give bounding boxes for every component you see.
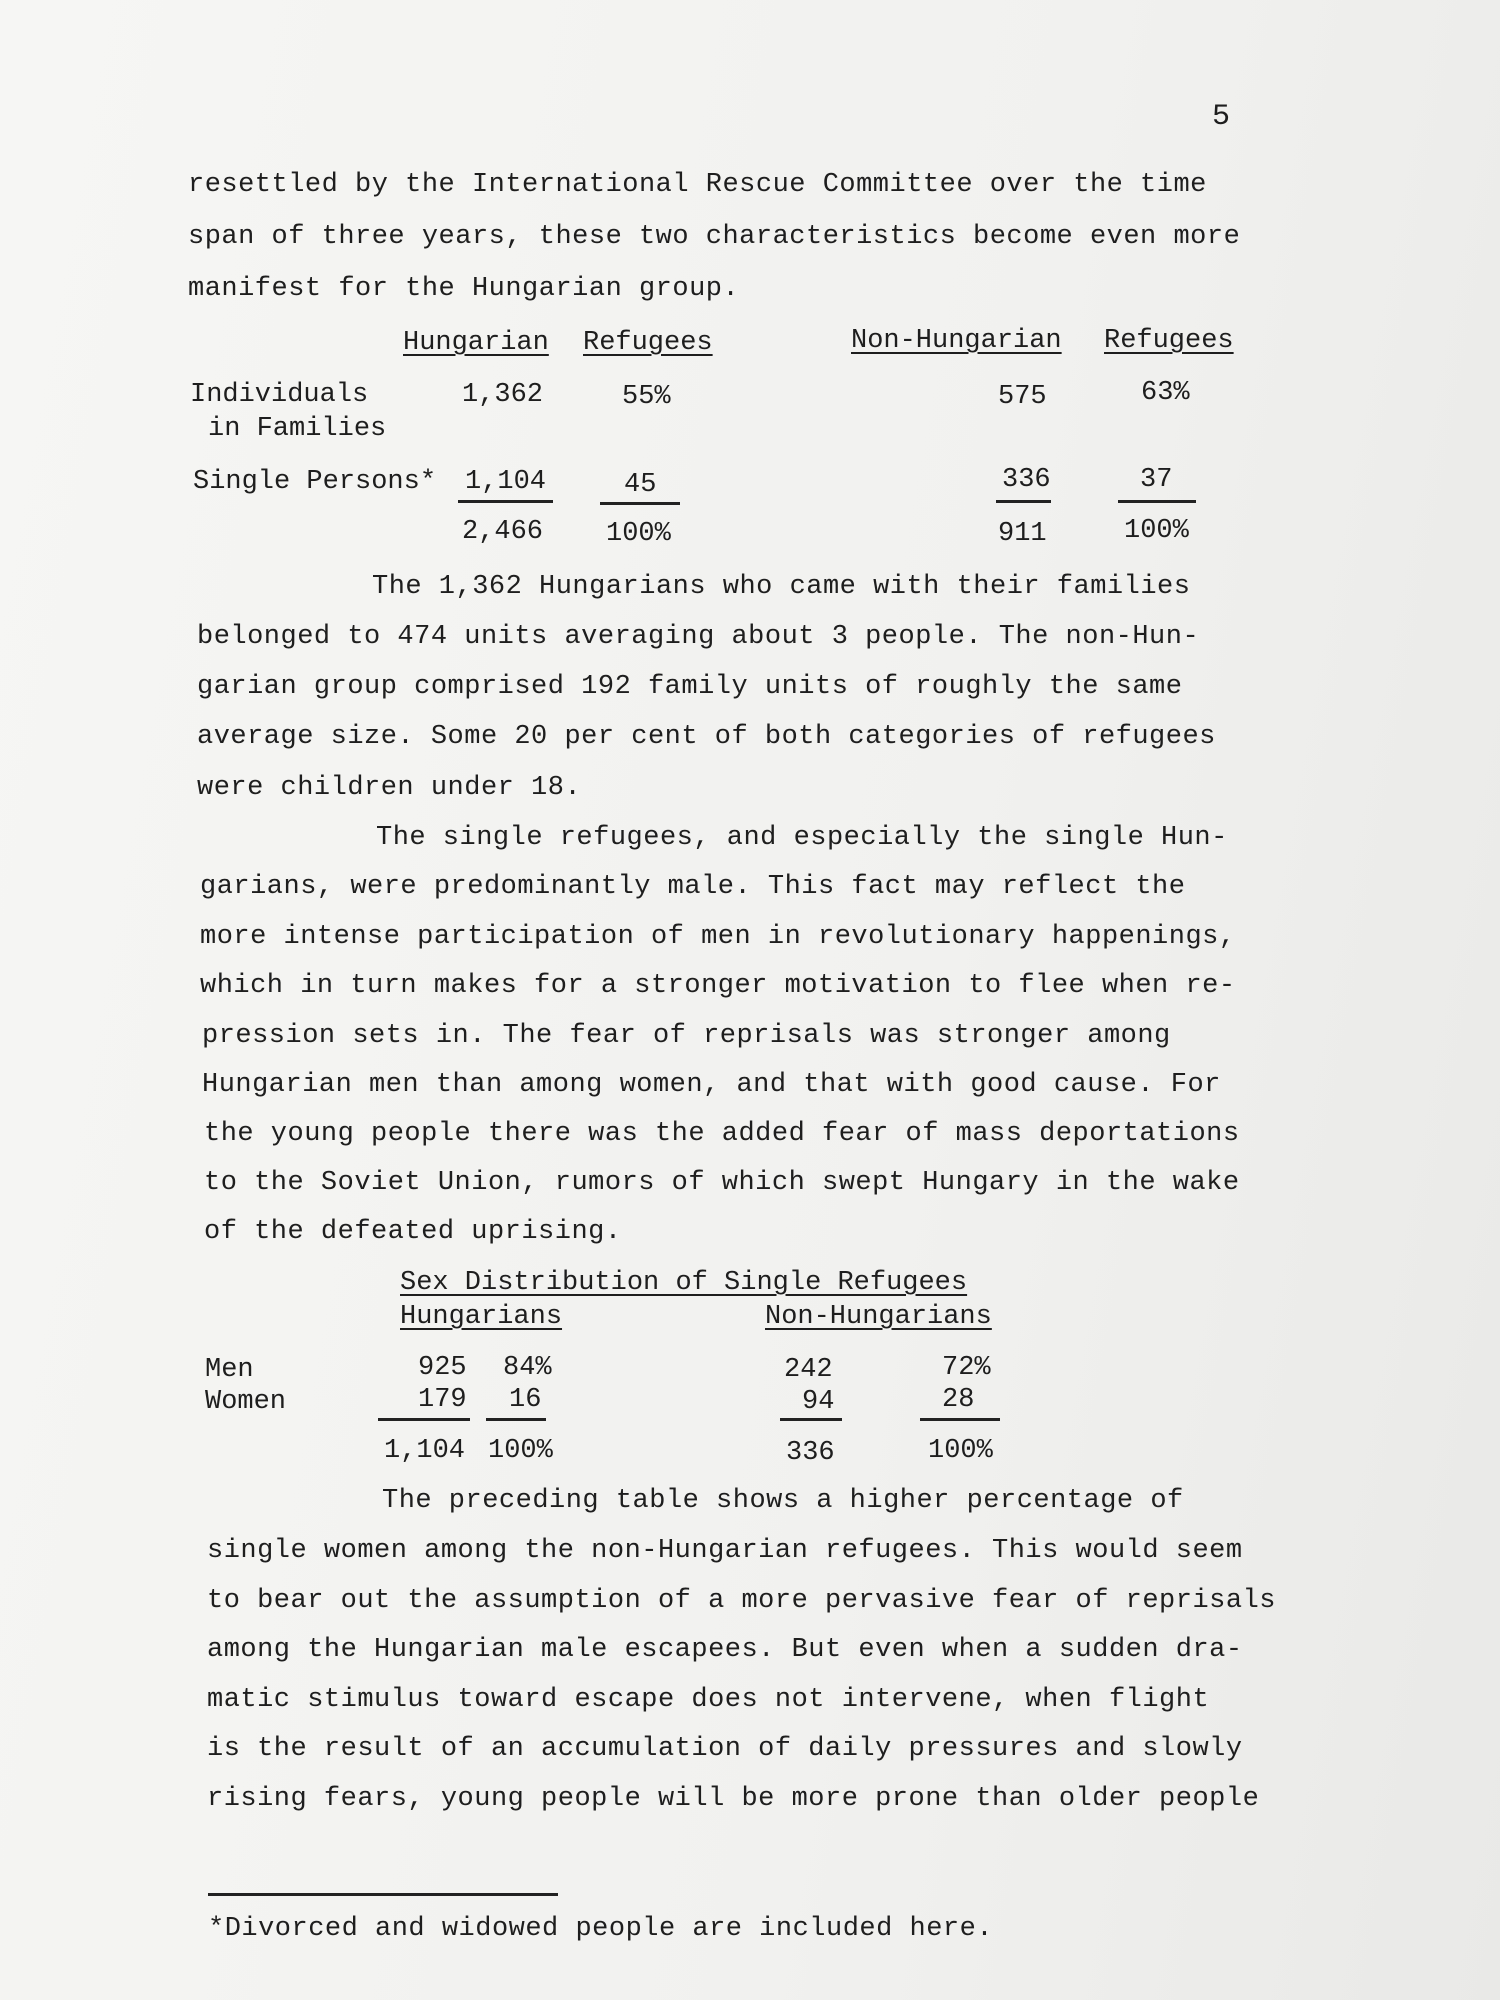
table1-sum-rule [458, 500, 553, 503]
table2-sum-rule [780, 1418, 842, 1421]
table1-header-hungarian-refugees: Refugees [583, 328, 713, 358]
table2-cell: 94 [802, 1387, 835, 1417]
paragraph-line: resettled by the International Rescue Committee over the time [188, 170, 1207, 200]
table2-cell: 28 [942, 1385, 975, 1415]
table1-sum-rule [1118, 500, 1196, 503]
paragraph-line: to bear out the assumption of a more pervasive fear of reprisals [207, 1586, 1276, 1616]
paragraph-line: matic stimulus toward escape does not intervene, when flight [207, 1685, 1210, 1715]
table2-total: 100% [928, 1436, 993, 1466]
table2-cell: 84% [503, 1353, 552, 1383]
table1-cell: 1,362 [462, 380, 544, 410]
table2-col-hungarians: Hungarians [400, 1302, 563, 1332]
paragraph-line: single women among the non-Hungarian refugees. This would seem [207, 1536, 1243, 1566]
paragraph-line: the young people there was the added fear of mass deportations [204, 1119, 1240, 1149]
table1-total: 2,466 [462, 517, 544, 547]
table1-cell: 63% [1141, 378, 1190, 408]
paragraph-line: span of three years, these two characteristics become even more [188, 222, 1241, 252]
paragraph-line: more intense participation of men in revolutionary happenings, [200, 922, 1236, 952]
paragraph-line: The 1,362 Hungarians who came with their families [372, 572, 1191, 602]
table2-cell: 925 [418, 1353, 467, 1383]
table1-header-non-hungarian: Non-Hungarian [851, 326, 1062, 356]
table2-title: Sex Distribution of Single Refugees [400, 1268, 968, 1298]
table2-cell: 242 [784, 1355, 833, 1385]
paragraph-line: Hungarian men than among women, and that with good cause. For [202, 1070, 1221, 1100]
paragraph-line: which in turn makes for a stronger motivation to flee when re- [200, 971, 1236, 1001]
table2-total: 336 [786, 1438, 835, 1468]
table1-total: 911 [998, 519, 1047, 549]
paragraph-line: belonged to 474 units averaging about 3 people. The non-Hun- [197, 622, 1200, 652]
footnote: *Divorced and widowed people are included here. [208, 1914, 994, 1944]
table1-cell: 45 [624, 470, 657, 500]
table2-sum-rule [920, 1418, 1000, 1421]
paragraph-line: were children under 18. [197, 773, 582, 803]
table2-cell: 72% [942, 1353, 991, 1383]
table1-header-non-refugees: Refugees [1104, 326, 1234, 356]
paragraph-line: pression sets in. The fear of reprisals was stronger among [202, 1021, 1171, 1051]
table1-sum-rule [600, 502, 680, 505]
paragraph-line: among the Hungarian male escapees. But even when a sudden dra- [207, 1635, 1243, 1665]
table2-cell: 179 [418, 1385, 467, 1415]
page-number: 5 [1212, 100, 1231, 134]
table2-sum-rule [486, 1418, 546, 1421]
table1-sum-rule [996, 500, 1051, 503]
paragraph-line: average size. Some 20 per cent of both categories of refugees [197, 722, 1216, 752]
table2-total: 1,104 [384, 1436, 466, 1466]
table1-row-label: Single Persons* [193, 467, 437, 497]
paragraph-line: garians, were predominantly male. This fact may reflect the [200, 872, 1186, 902]
table2-col-non-hungarians: Non-Hungarians [765, 1302, 992, 1332]
paragraph-line: of the defeated uprising. [204, 1217, 622, 1247]
paragraph-line: The single refugees, and especially the single Hun- [376, 823, 1228, 853]
table1-header-hungarian: Hungarian [403, 328, 549, 358]
table1-row-label: Individuals [190, 380, 369, 410]
table2-row-label: Women [205, 1387, 287, 1417]
table1-cell: 1,104 [465, 467, 547, 497]
table2-cell: 16 [509, 1385, 542, 1415]
paragraph-line: rising fears, young people will be more prone than older people [207, 1784, 1260, 1814]
paragraph-line: to the Soviet Union, rumors of which swept Hungary in the wake [204, 1168, 1240, 1198]
paragraph-line: manifest for the Hungarian group. [188, 274, 740, 304]
table2-sum-rule [378, 1418, 470, 1421]
footnote-rule [208, 1893, 558, 1896]
table2-row-label: Men [205, 1355, 254, 1385]
table1-total: 100% [1124, 516, 1189, 546]
table1-cell: 55% [622, 382, 671, 412]
table1-cell: 37 [1140, 465, 1173, 495]
table1-cell: 336 [1002, 465, 1051, 495]
paragraph-line: is the result of an accumulation of daily pressures and slowly [207, 1734, 1243, 1764]
table2-total: 100% [488, 1436, 553, 1466]
paragraph-line: The preceding table shows a higher percentage of [382, 1486, 1184, 1516]
paragraph-line: garian group comprised 192 family units of roughly the same [197, 672, 1183, 702]
table1-total: 100% [606, 519, 671, 549]
table1-row-label: in Families [208, 414, 387, 444]
table1-cell: 575 [998, 382, 1047, 412]
